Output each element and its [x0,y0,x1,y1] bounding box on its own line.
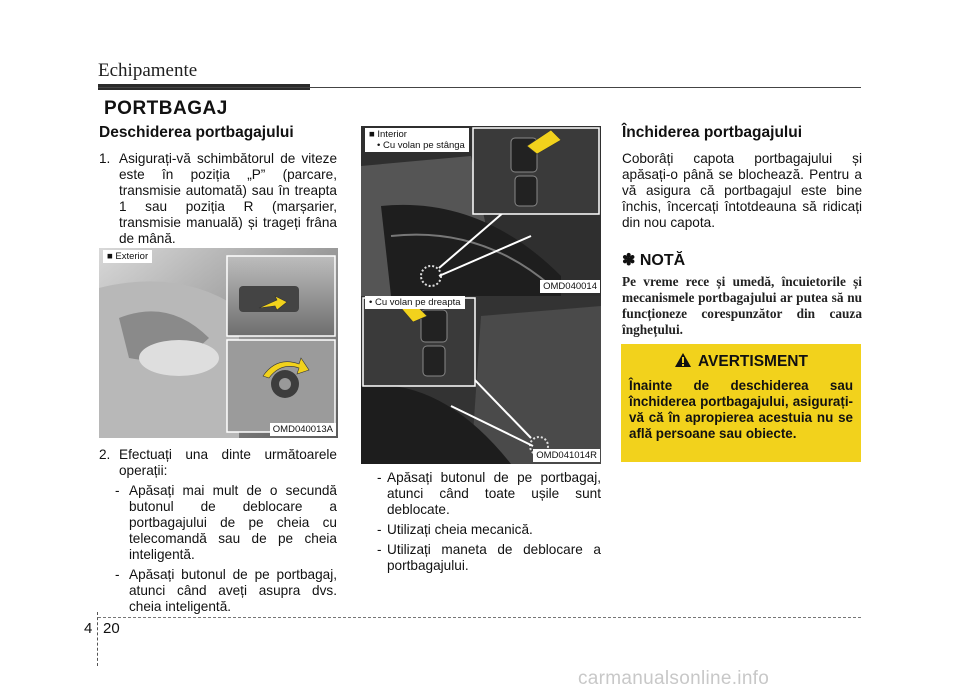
note-text: Pe vreme rece și umedă, încuietorile și mecanismele portbagajului ar putea să nu funcționeze corespunzător din cauza înghețului. [622,274,862,337]
dash-mark: - [377,470,382,485]
dash-mark: - [115,567,120,582]
interior-rhd-image [361,296,601,464]
footer-divider [97,612,98,666]
dash-mark: - [377,542,382,557]
list-item [99,483,337,563]
exterior-label: ■ Exterior [103,250,152,263]
interior-label [365,128,469,152]
note-section [622,250,862,338]
exterior-photo [99,248,338,438]
close-text: Coborâți capota portbagajului și apăsați-o până se blochează. Pentru a vă asigura că portbagajul este bine închis, încercați întotdeauna să ridicați din nou capota. [622,151,862,230]
close-section [622,124,862,231]
step-1-text: Asigurați-vă schimbătorul de viteze este în poziția „P” (parcare, transmisie automată) sau în treapta 1 sau poziția R (marșarier, transmisie manuală) și trageți frâna de mână. [119,151,337,246]
chapter-number: 4 [84,620,93,637]
list-item [99,567,337,615]
bullet-text: Apăsați butonul de pe portbagaj, atunci când aveți asupra dvs. cheia inteligentă. [129,567,337,614]
bullet-text: Utilizați cheia mecanică. [387,522,533,537]
step-2-text: Efectuați una dinte următoarele operații: [119,447,337,478]
interior-sub-text: • Cu volan pe stânga [377,140,465,151]
warning-box [621,344,861,462]
open-options-col2 [361,470,601,578]
bullet-text: Apăsați mai mult de o secundă butonul de deblocare a portbagajului de pe cheia cu telecomandă sau de pe cheia inteligentă. [129,483,337,562]
interior-code: OMD040014 [540,280,600,293]
interior-label-text: ■ Interior [369,129,407,140]
list-item [361,470,601,518]
list-item [361,542,601,574]
step-2-number: 2. [99,447,111,462]
note-title: ✽ NOTĂ [622,252,686,269]
list-item [361,522,601,538]
rhd-code: OMD041014R [533,449,600,462]
trunk-exterior-image [99,248,338,438]
header-rule [98,87,861,88]
header-title: Echipamente [98,60,198,81]
page-number: 20 [103,620,120,637]
warning-icon [674,352,692,368]
bullet-text: Apăsați butonul de pe portbagaj, atunci când toate ușile sunt deblocate. [387,470,601,517]
close-heading: Închiderea portbagajului [622,124,802,141]
rhd-label: • Cu volan pe dreapta [365,296,465,309]
bullet-text: Utilizați maneta de deblocare a portbagajului. [387,542,601,573]
watermark: carmanualsonline.info [578,668,770,689]
warning-heading [621,352,861,371]
interior-rhd-photo [361,296,601,464]
step-1-number: 1. [99,151,111,166]
step-2 [99,447,337,479]
open-steps-2 [99,447,337,619]
dash-mark: - [115,483,120,498]
warning-text: Înainte de deschiderea sau închiderea portbagajului, asigurați-vă că în apropierea acestuia nu se află persoane sau obiecte. [629,378,853,441]
section-title: PORTBAGAJ [104,98,228,119]
step-1 [99,151,337,247]
open-section [99,124,337,249]
dash-mark: - [377,522,382,537]
interior-lhd-photo [361,126,601,296]
open-heading: Deschiderea portbagajului [99,124,294,141]
footer-rule [98,617,861,618]
exterior-code: OMD040013A [270,423,336,436]
warning-title: AVERTISMENT [698,353,808,370]
